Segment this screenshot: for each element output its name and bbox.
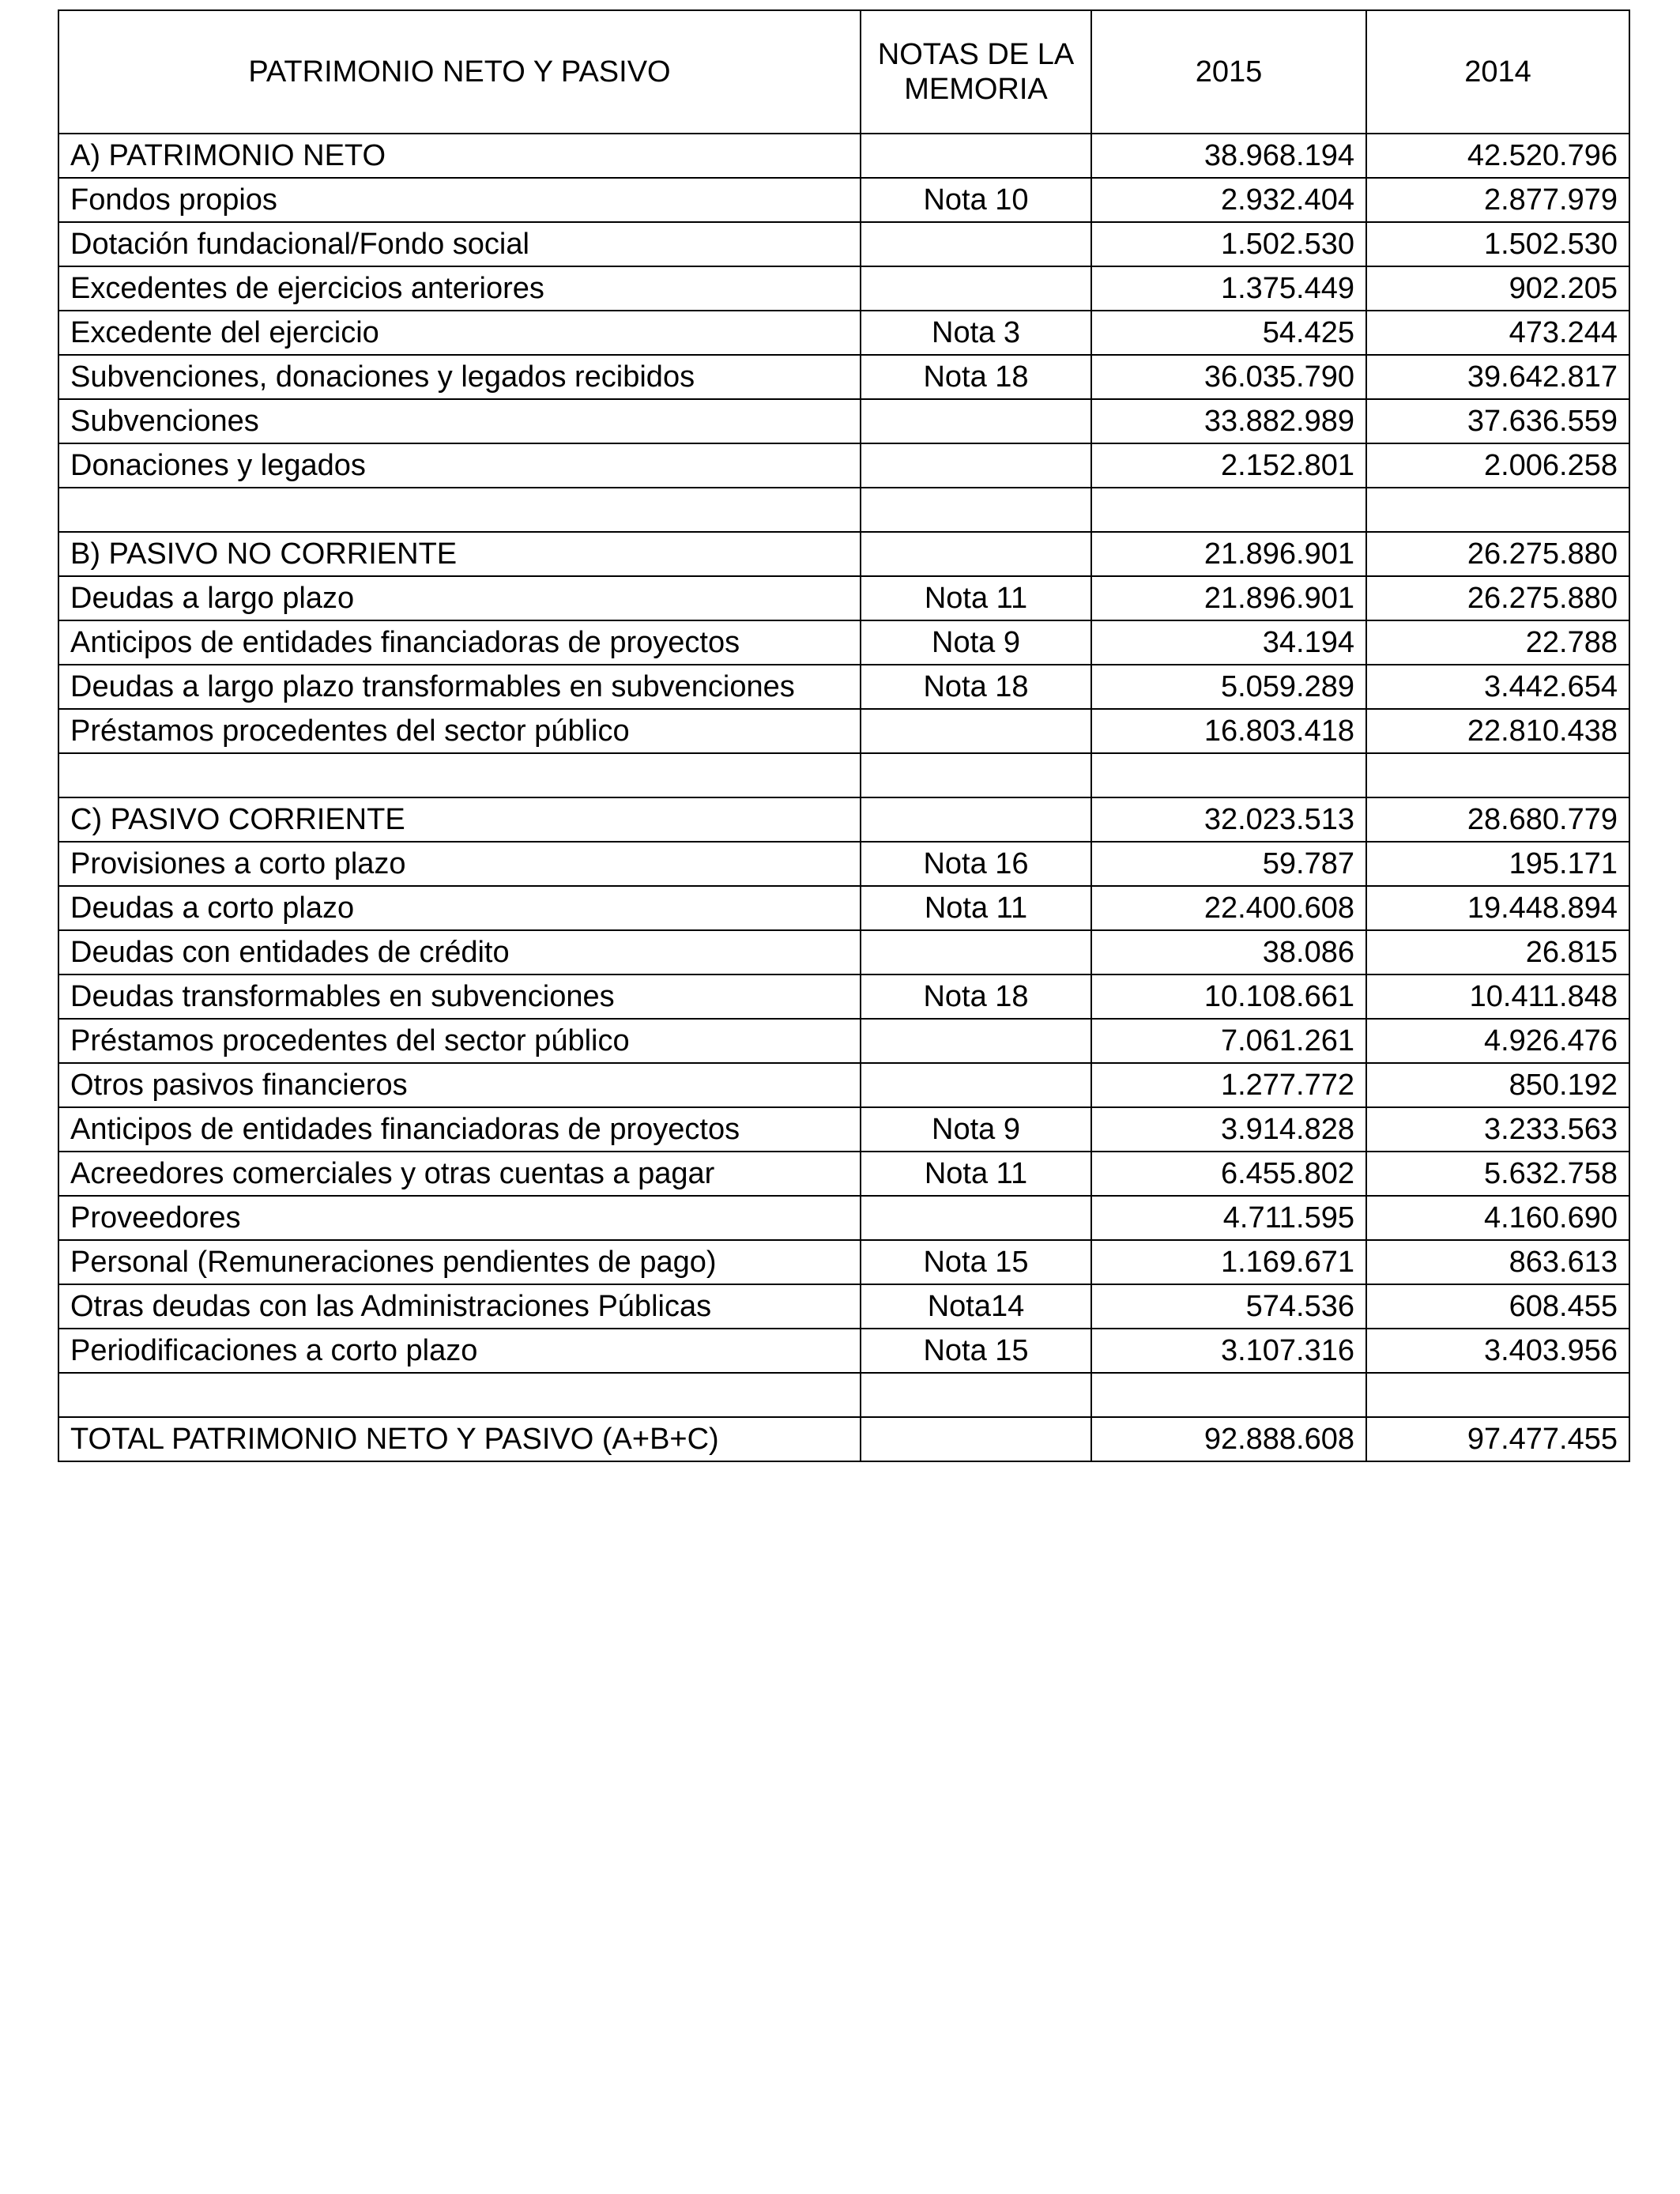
row-value-2014: 4.926.476	[1366, 1019, 1629, 1063]
table-row	[58, 355, 1629, 399]
row-value-2014: 5.632.758	[1366, 1152, 1629, 1196]
row-value-2015: 38.086	[1091, 930, 1366, 974]
row-note	[861, 1063, 1091, 1107]
row-value-2014: 26.275.880	[1366, 532, 1629, 576]
row-value-2015: 34.194	[1091, 620, 1366, 665]
row-concept: Deudas a largo plazo	[58, 576, 861, 620]
row-value-2015: 3.107.316	[1091, 1329, 1366, 1373]
row-note: Nota 16	[861, 842, 1091, 886]
row-note: Nota 10	[861, 178, 1091, 222]
table-row	[58, 1329, 1629, 1373]
table-row	[58, 443, 1629, 488]
row-concept: Deudas a corto plazo	[58, 886, 861, 930]
table-row	[58, 266, 1629, 311]
table-row	[58, 620, 1629, 665]
row-concept: Excedentes de ejercicios anteriores	[58, 266, 861, 311]
row-value-2015	[1091, 488, 1366, 532]
table-row	[58, 134, 1629, 178]
row-value-2014	[1366, 1373, 1629, 1417]
row-value-2014	[1366, 753, 1629, 797]
row-value-2015: 21.896.901	[1091, 576, 1366, 620]
row-note	[861, 753, 1091, 797]
row-value-2015: 92.888.608	[1091, 1417, 1366, 1461]
header-year-2014: 2014	[1366, 10, 1629, 134]
row-concept	[58, 753, 861, 797]
row-concept: Acreedores comerciales y otras cuentas a pagar	[58, 1152, 861, 1196]
table-row	[58, 797, 1629, 842]
row-concept: Subvenciones, donaciones y legados recibidos	[58, 355, 861, 399]
balance-sheet-table	[58, 9, 1630, 1462]
row-note: Nota 3	[861, 311, 1091, 355]
row-value-2015: 4.711.595	[1091, 1196, 1366, 1240]
row-value-2014: 3.442.654	[1366, 665, 1629, 709]
row-concept: Préstamos procedentes del sector público	[58, 709, 861, 753]
row-value-2014: 22.788	[1366, 620, 1629, 665]
table-row	[58, 974, 1629, 1019]
table-body	[58, 134, 1629, 1461]
table-row	[58, 709, 1629, 753]
row-value-2014: 3.403.956	[1366, 1329, 1629, 1373]
row-value-2014: 195.171	[1366, 842, 1629, 886]
row-concept: B) PASIVO NO CORRIENTE	[58, 532, 861, 576]
row-value-2014: 608.455	[1366, 1284, 1629, 1329]
row-value-2015: 38.968.194	[1091, 134, 1366, 178]
table-row	[58, 488, 1629, 532]
row-value-2015: 59.787	[1091, 842, 1366, 886]
table-row	[58, 1196, 1629, 1240]
row-concept: Donaciones y legados	[58, 443, 861, 488]
table-row	[58, 1284, 1629, 1329]
row-value-2014: 19.448.894	[1366, 886, 1629, 930]
row-value-2014: 863.613	[1366, 1240, 1629, 1284]
row-note	[861, 797, 1091, 842]
row-value-2015: 1.277.772	[1091, 1063, 1366, 1107]
row-value-2014: 22.810.438	[1366, 709, 1629, 753]
row-value-2014: 42.520.796	[1366, 134, 1629, 178]
row-note: Nota 9	[861, 1107, 1091, 1152]
row-concept: Préstamos procedentes del sector público	[58, 1019, 861, 1063]
table-row	[58, 222, 1629, 266]
table-row	[58, 930, 1629, 974]
table-row	[58, 311, 1629, 355]
row-value-2015: 7.061.261	[1091, 1019, 1366, 1063]
header-notes: NOTAS DE LA MEMORIA	[861, 10, 1091, 134]
row-value-2015: 2.152.801	[1091, 443, 1366, 488]
table-row	[58, 1240, 1629, 1284]
row-note	[861, 443, 1091, 488]
row-note: Nota14	[861, 1284, 1091, 1329]
row-concept: Excedente del ejercicio	[58, 311, 861, 355]
row-value-2014: 97.477.455	[1366, 1417, 1629, 1461]
row-value-2014: 10.411.848	[1366, 974, 1629, 1019]
row-value-2015: 6.455.802	[1091, 1152, 1366, 1196]
row-value-2015: 1.375.449	[1091, 266, 1366, 311]
row-note	[861, 709, 1091, 753]
row-value-2014: 850.192	[1366, 1063, 1629, 1107]
row-concept: Deudas con entidades de crédito	[58, 930, 861, 974]
row-value-2014: 2.006.258	[1366, 443, 1629, 488]
row-concept: Otras deudas con las Administraciones Públicas	[58, 1284, 861, 1329]
row-value-2014: 1.502.530	[1366, 222, 1629, 266]
row-value-2015: 16.803.418	[1091, 709, 1366, 753]
row-concept: Deudas transformables en subvenciones	[58, 974, 861, 1019]
row-value-2014: 26.275.880	[1366, 576, 1629, 620]
header-year-2015: 2015	[1091, 10, 1366, 134]
row-concept: TOTAL PATRIMONIO NETO Y PASIVO (A+B+C)	[58, 1417, 861, 1461]
row-value-2015: 54.425	[1091, 311, 1366, 355]
row-value-2014: 3.233.563	[1366, 1107, 1629, 1152]
row-concept: Otros pasivos financieros	[58, 1063, 861, 1107]
table-row	[58, 576, 1629, 620]
table-row	[58, 886, 1629, 930]
table-row	[58, 532, 1629, 576]
row-value-2015: 33.882.989	[1091, 399, 1366, 443]
row-note: Nota 18	[861, 974, 1091, 1019]
row-value-2015: 22.400.608	[1091, 886, 1366, 930]
row-concept: Deudas a largo plazo transformables en subvenciones	[58, 665, 861, 709]
row-note: Nota 11	[861, 886, 1091, 930]
row-value-2015	[1091, 1373, 1366, 1417]
row-note: Nota 11	[861, 576, 1091, 620]
row-value-2015: 21.896.901	[1091, 532, 1366, 576]
row-concept: Proveedores	[58, 1196, 861, 1240]
row-value-2015: 32.023.513	[1091, 797, 1366, 842]
row-concept	[58, 1373, 861, 1417]
row-concept: C) PASIVO CORRIENTE	[58, 797, 861, 842]
row-concept	[58, 488, 861, 532]
row-value-2015: 10.108.661	[1091, 974, 1366, 1019]
row-value-2014: 37.636.559	[1366, 399, 1629, 443]
row-note	[861, 222, 1091, 266]
table-row	[58, 178, 1629, 222]
row-note	[861, 532, 1091, 576]
row-value-2014: 473.244	[1366, 311, 1629, 355]
row-note	[861, 1373, 1091, 1417]
table-row	[58, 1152, 1629, 1196]
row-value-2014: 4.160.690	[1366, 1196, 1629, 1240]
row-concept: Anticipos de entidades financiadoras de proyectos	[58, 1107, 861, 1152]
row-value-2014: 2.877.979	[1366, 178, 1629, 222]
row-concept: Subvenciones	[58, 399, 861, 443]
row-value-2014: 39.642.817	[1366, 355, 1629, 399]
table-row	[58, 1019, 1629, 1063]
row-note	[861, 488, 1091, 532]
table-row	[58, 842, 1629, 886]
table-header	[58, 10, 1629, 134]
row-note	[861, 1417, 1091, 1461]
table-row	[58, 1373, 1629, 1417]
row-concept: Personal (Remuneraciones pendientes de pago)	[58, 1240, 861, 1284]
row-concept: Dotación fundacional/Fondo social	[58, 222, 861, 266]
row-note: Nota 11	[861, 1152, 1091, 1196]
row-value-2015: 1.169.671	[1091, 1240, 1366, 1284]
row-value-2014: 26.815	[1366, 930, 1629, 974]
row-value-2015: 5.059.289	[1091, 665, 1366, 709]
table-row	[58, 399, 1629, 443]
row-value-2014: 28.680.779	[1366, 797, 1629, 842]
row-note	[861, 134, 1091, 178]
table-row	[58, 1063, 1629, 1107]
table-row	[58, 1107, 1629, 1152]
table-row	[58, 1417, 1629, 1461]
header-concept: PATRIMONIO NETO Y PASIVO	[58, 10, 861, 134]
header-row	[58, 10, 1629, 134]
row-note: Nota 15	[861, 1329, 1091, 1373]
table-row	[58, 665, 1629, 709]
row-value-2014: 902.205	[1366, 266, 1629, 311]
row-concept: Provisiones a corto plazo	[58, 842, 861, 886]
row-concept: Fondos propios	[58, 178, 861, 222]
row-note	[861, 1196, 1091, 1240]
row-note	[861, 399, 1091, 443]
row-note	[861, 930, 1091, 974]
row-note: Nota 9	[861, 620, 1091, 665]
row-value-2015: 3.914.828	[1091, 1107, 1366, 1152]
row-note: Nota 18	[861, 665, 1091, 709]
row-note	[861, 266, 1091, 311]
row-value-2015: 36.035.790	[1091, 355, 1366, 399]
row-concept: Anticipos de entidades financiadoras de proyectos	[58, 620, 861, 665]
row-note	[861, 1019, 1091, 1063]
row-concept: A) PATRIMONIO NETO	[58, 134, 861, 178]
row-value-2015	[1091, 753, 1366, 797]
row-note: Nota 15	[861, 1240, 1091, 1284]
row-value-2014	[1366, 488, 1629, 532]
row-note: Nota 18	[861, 355, 1091, 399]
table-row	[58, 753, 1629, 797]
row-value-2015: 574.536	[1091, 1284, 1366, 1329]
row-value-2015: 1.502.530	[1091, 222, 1366, 266]
row-value-2015: 2.932.404	[1091, 178, 1366, 222]
row-concept: Periodificaciones a corto plazo	[58, 1329, 861, 1373]
